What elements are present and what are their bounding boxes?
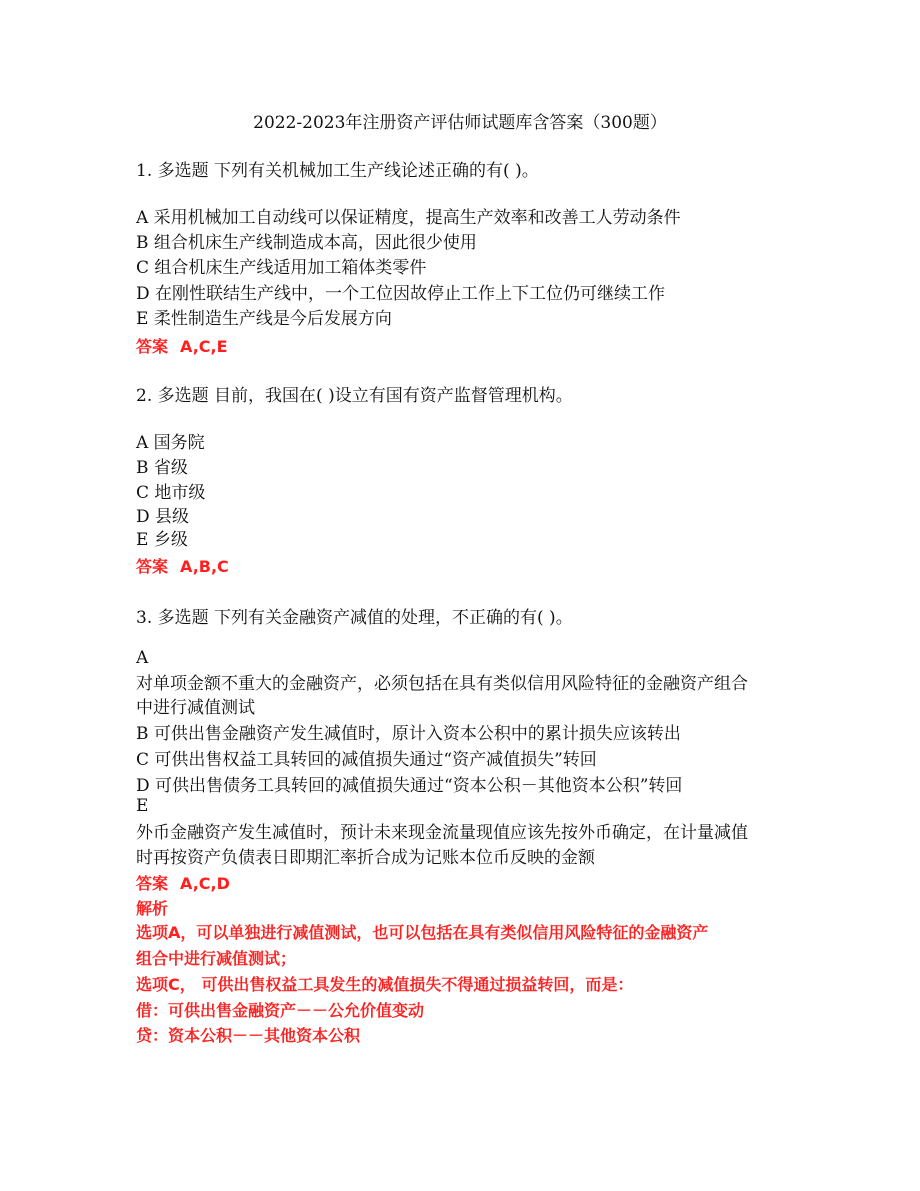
question-3-option-a-text-1: 对单项金额不重大的金融资产，必须包括在具有类似信用风险特征的金融资产组合 [136, 674, 748, 694]
question-3-explanation-line-3: 选项C， 可供出售权益工具发生的减值损失不得通过损益转回，而是： [136, 975, 634, 994]
question-3-option-e-text-2: 时再按资产负债表日即期汇率折合成为记账本位币反映的金额 [136, 848, 595, 868]
question-3-answer [136, 871, 230, 894]
question-1-option-a: A 采用机械加工自动线可以保证精度，提高生产效率和改善工人劳动条件 [136, 208, 681, 228]
question-2-option-a: A 国务院 [136, 433, 205, 453]
question-1-answer [136, 334, 228, 357]
answer-label: 答案 [136, 874, 169, 893]
question-1-option-c: C 组合机床生产线适用加工箱体类零件 [136, 258, 427, 278]
question-2-option-b: B 省级 [136, 458, 188, 478]
answer-label: 答案 [136, 337, 169, 356]
question-3-option-c: C 可供出售权益工具转回的减值损失通过“资产减值损失”转回 [136, 750, 597, 770]
question-1-option-d: D 在刚性联结生产线中，一个工位因故停止工作上下工位仍可继续工作 [136, 284, 666, 304]
answer-value: A,C,E [180, 337, 228, 356]
question-3-explanation-line-2: 组合中进行减值测试； [136, 949, 297, 968]
question-3-stem: 3. 多选题 下列有关金融资产减值的处理，不正确的有( )。 [136, 608, 573, 628]
question-2-option-c: C 地市级 [136, 483, 206, 503]
question-2-option-d: D 县级 [136, 507, 190, 527]
answer-value: A,C,D [180, 874, 230, 893]
question-1-option-e: E 柔性制造生产线是今后发展方向 [136, 309, 392, 329]
question-3-option-e-text-1: 外币金融资产发生减值时，预计未来现金流量现值应该先按外币确定，在计量减值 [136, 823, 748, 843]
question-3-option-a-text-2: 中进行减值测试 [136, 698, 255, 718]
question-3-option-e-letter: E [136, 796, 149, 816]
question-2-option-e: E 乡级 [136, 530, 188, 550]
question-3-explanation-heading: 解析 [136, 899, 169, 918]
question-3-option-a-letter: A [136, 648, 149, 668]
question-2-answer [136, 554, 229, 577]
question-3-explanation-line-5: 贷：资本公积－－其他资本公积 [136, 1026, 361, 1045]
question-3-option-d: D 可供出售债务工具转回的减值损失通过“资本公积－其他资本公积”转回 [136, 776, 683, 796]
question-2-stem: 2. 多选题 目前，我国在( )设立有国有资产监督管理机构。 [136, 386, 573, 406]
question-1-option-b: B 组合机床生产线制造成本高，因此很少使用 [136, 233, 477, 253]
question-3-option-b: B 可供出售金融资产发生减值时，原计入资本公积中的累计损失应该转出 [136, 724, 681, 744]
document-title: 2022-2023年注册资产评估师试题库含答案（300题） [253, 113, 667, 133]
question-3-explanation-line-4: 借：可供出售金融资产－－公允价值变动 [136, 1001, 425, 1020]
answer-label: 答案 [136, 557, 169, 576]
question-1-stem: 1. 多选题 下列有关机械加工生产线论述正确的有( )。 [136, 161, 539, 181]
question-3-explanation-line-1: 选项A，可以单独进行减值测试，也可以包括在具有类似信用风险特征的金融资产 [136, 923, 709, 942]
answer-value: A,B,C [180, 557, 229, 576]
